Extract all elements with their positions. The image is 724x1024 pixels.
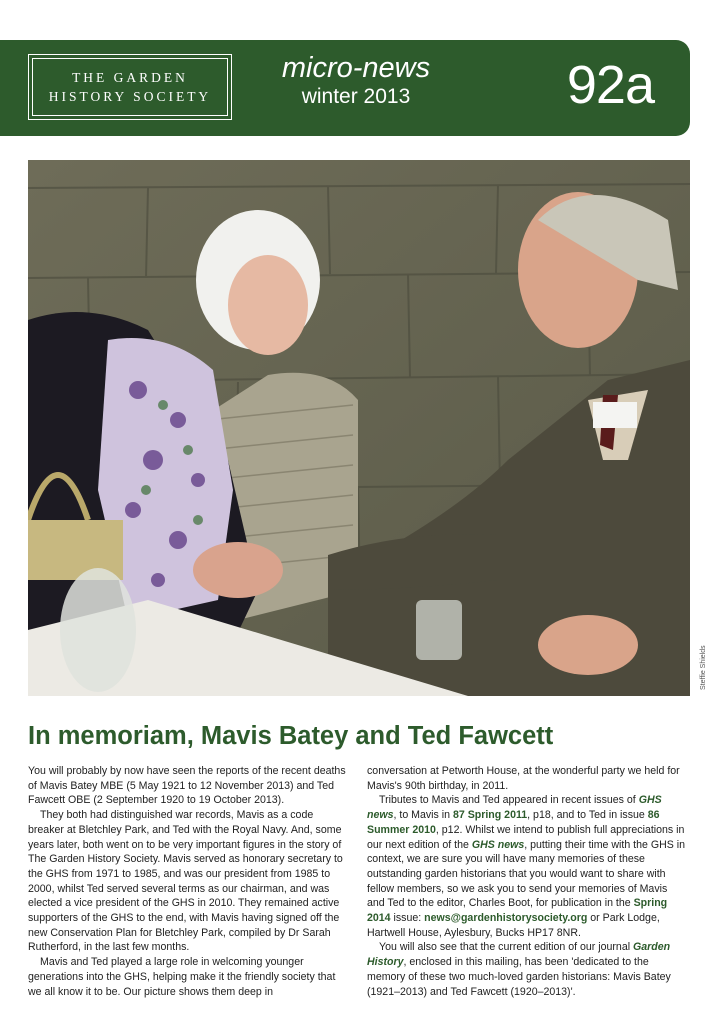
paragraph [367,940,687,999]
publication-title [266,52,446,110]
article-column-left [28,764,348,999]
article-headline: In memoriam, Mavis Batey and Ted Fawcett [28,722,554,750]
text-run: , enclosed in this mailing, has been 'dedicated to the memory of these two much-loved garden historians: Mavis Batey (1921–2013) and Ted Fawcett (1920–2013)'. [367,956,671,998]
paragraph: They both had distinguished war records, Mavis as a code breaker at Bletchley Park, and Ted with the Royal Navy. And, some years later, both went on to be very important figures in the story of The Garden History Society. Mavis served as honorary secretary to the GHS from 1971 to 1985, and was our president from 1985 to 2000, whilst Ted served several terms as our chairman, and was elected a vice president of the GHS in 2010. They remained active supporters of the GHS to the end, with Mavis having signed off the new Conservation Plan for Bletchley Park, compiled by Dr Sarah Rutherford, in the last few months. [28,809,343,954]
text-run: Tributes to Mavis and Ted appeared in recent issues of [379,794,639,807]
issue-number: 92a [566,55,654,115]
issue-reference: 87 Spring 2011 [452,809,528,822]
text-run: , to Mavis in [393,809,453,822]
text-run: issue: [390,912,425,925]
publication-name: micro-news [281,52,431,84]
text-run: You will also see that the current edition of our journal [379,941,634,954]
ghs-news-title: GHS news [367,794,662,822]
issue-reference: 86 Summer 2010 [367,809,660,836]
publication-season: winter 2013 [301,85,411,108]
photo-credit: Steffie Shields [700,645,707,690]
photo-illustration [28,160,690,696]
journal-title: Garden History [367,941,671,969]
paragraph [367,793,687,940]
feature-photo [28,160,690,696]
issue-reference: Spring 2014 [367,897,668,925]
email-link[interactable]: news@gardenhistorysociety.org [424,912,588,925]
logo-line-1: THE GARDEN [72,70,188,85]
masthead-banner [0,40,690,136]
text-run: , p12. Whilst we intend to publish full appreciations in our next edition of the [367,823,685,851]
society-logo [28,54,232,120]
text-run: or Park Lodge, Hartwell House, Aylesbury, Bucks HP17 8NR. [367,912,660,939]
logo-line-2: HISTORY SOCIETY [48,89,212,104]
paragraph: Mavis and Ted played a large role in welcoming younger generations into the GHS, helping make it the friendly society that we all know it to be. Our picture shows them deep in [28,956,336,998]
article-column-right [367,764,687,999]
text-run: , putting their time with the GHS in context, we are sure you will have many memories of these outstanding garden historians that you would want to share with fellow members, so we ask you to send your memories of Mavis and Ted to the editor, Charles Boot, for publication in the [367,838,685,910]
text-run: , p18, and to Ted in issue [527,809,648,822]
paragraph: You will probably by now have seen the reports of the recent deaths of Mavis Batey MBE (5 May 1921 to 12 November 2013) and Ted Fawcett OBE (2 September 1920 to 19 October 2013). [28,765,346,807]
ghs-news-title: GHS news [471,838,525,851]
paragraph: conversation at Petworth House, at the wonderful party we held for Mavis's 90th birthday, in 2011. [367,765,680,792]
